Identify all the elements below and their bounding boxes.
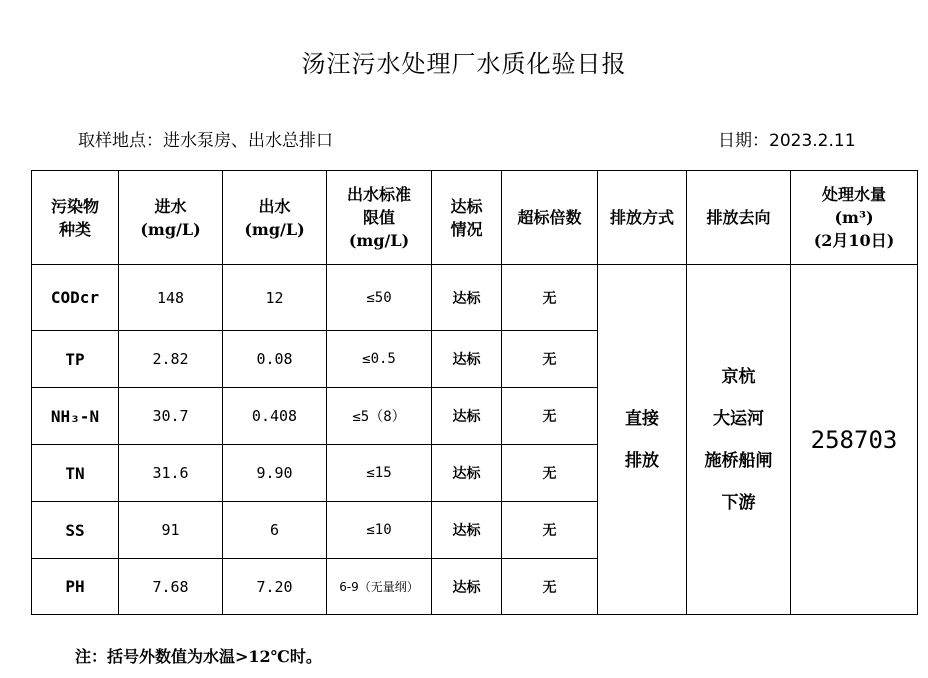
inflow-cell: 31.6 (119, 445, 223, 502)
header-pollutant: 污染物 种类 (32, 171, 119, 265)
standard-cell: ≤10 (327, 502, 432, 559)
footnote: 注：括号外数值为水温>12℃时。 (75, 647, 322, 666)
table-row (32, 265, 918, 331)
header-outflow: 出水 (mg/L) (223, 171, 327, 265)
compliance-cell: 达标 (432, 388, 502, 445)
outflow-cell: 9.90 (223, 445, 327, 502)
standard-cell: 6-9（无量纲） (327, 559, 432, 615)
water-quality-table (31, 170, 918, 615)
exceed-cell: 无 (502, 265, 598, 331)
exceed-cell: 无 (502, 445, 598, 502)
standard-cell: ≤5（8） (327, 388, 432, 445)
pollutant-cell: CODcr (32, 265, 119, 331)
exceed-cell: 无 (502, 559, 598, 615)
pollutant-cell: TP (32, 331, 119, 388)
sampling-location: 取样地点：进水泵房、出水总排口 (78, 131, 333, 151)
report-date: 日期：2023.2.11 (718, 131, 856, 151)
pollutant-cell: PH (32, 559, 119, 615)
outflow-cell: 7.20 (223, 559, 327, 615)
header-standard: 出水标准 限值 (mg/L) (327, 171, 432, 265)
compliance-cell: 达标 (432, 559, 502, 615)
inflow-cell: 148 (119, 265, 223, 331)
outflow-cell: 12 (223, 265, 327, 331)
exceed-cell: 无 (502, 502, 598, 559)
inflow-cell: 2.82 (119, 331, 223, 388)
inflow-cell: 91 (119, 502, 223, 559)
header-row (32, 171, 918, 265)
discharge-destination-cell: 京杭 大运河 施桥船闸 下游 (687, 265, 791, 615)
outflow-cell: 0.408 (223, 388, 327, 445)
standard-cell: ≤50 (327, 265, 432, 331)
outflow-cell: 0.08 (223, 331, 327, 388)
pollutant-cell: TN (32, 445, 119, 502)
pollutant-cell: SS (32, 502, 119, 559)
standard-cell: ≤15 (327, 445, 432, 502)
inflow-cell: 30.7 (119, 388, 223, 445)
compliance-cell: 达标 (432, 331, 502, 388)
compliance-cell: 达标 (432, 265, 502, 331)
discharge-method-cell: 直接 排放 (598, 265, 687, 615)
header-exceed: 超标倍数 (502, 171, 598, 265)
treated-volume-cell: 258703 (791, 265, 918, 615)
header-discharge-destination: 排放去向 (687, 171, 791, 265)
inflow-cell: 7.68 (119, 559, 223, 615)
report-title: 汤汪污水处理厂水质化验日报 (301, 50, 627, 78)
exceed-cell: 无 (502, 388, 598, 445)
outflow-cell: 6 (223, 502, 327, 559)
header-discharge-method: 排放方式 (598, 171, 687, 265)
exceed-cell: 无 (502, 331, 598, 388)
header-inflow: 进水 (mg/L) (119, 171, 223, 265)
compliance-cell: 达标 (432, 445, 502, 502)
compliance-cell: 达标 (432, 502, 502, 559)
standard-cell: ≤0.5 (327, 331, 432, 388)
pollutant-cell: NH₃-N (32, 388, 119, 445)
header-compliance: 达标 情况 (432, 171, 502, 265)
header-volume: 处理水量 (m³) (2月10日) (791, 171, 918, 265)
